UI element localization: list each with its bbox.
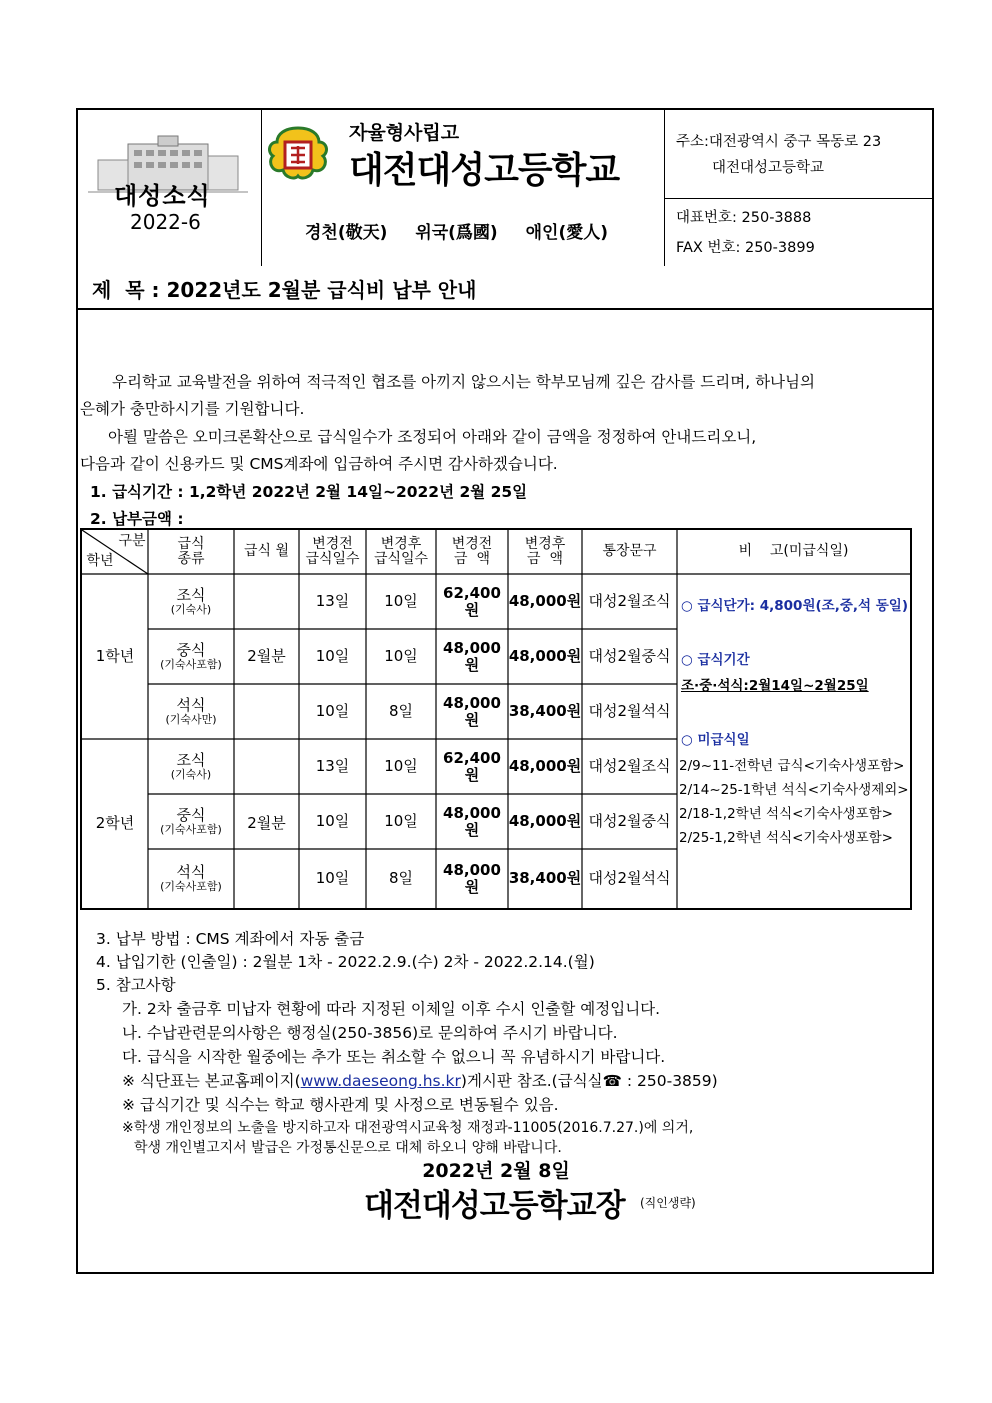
bank-text: 대성2월중식	[588, 812, 671, 831]
grade-1-label: 1학년	[95, 647, 135, 666]
note-privacy-1: ※학생 개인정보의 노출을 방지하고자 대전광역시교육청 재정과-11005(2016.7.27.)에 의거,	[122, 1120, 694, 1136]
school-name: 대전대성고등학교	[349, 150, 620, 191]
table-row	[148, 629, 234, 684]
before-days: 10일	[315, 812, 350, 831]
after-amount: 48,000원	[508, 592, 582, 611]
note-da: 다. 급식을 시작한 월중에는 추가 또는 취소할 수 없으니 꼭 유념하시기 바랍니다.	[122, 1048, 666, 1066]
col-meal-type: 급식 종류	[177, 535, 205, 567]
before-amount: 48,000원	[443, 861, 501, 896]
phone-number: 대표번호: 250-3888	[676, 210, 812, 226]
payment-table	[80, 528, 912, 910]
meal-note: (기숙사포함)	[160, 822, 222, 836]
before-days: 10일	[315, 702, 350, 721]
intro-line-2: 은혜가 충만하시기를 기원합니다.	[80, 400, 305, 418]
section-5-notes: 5. 참고사항	[96, 976, 176, 994]
remark-no-meal-item: 2/18-1,2학년 석식<기숙사생포함>	[679, 806, 893, 822]
before-days: 13일	[315, 757, 350, 776]
after-days: 8일	[388, 869, 414, 888]
before-days: 13일	[315, 592, 350, 611]
remark-no-meal-item: 2/9~11-전학년 급식<기숙사생포함>	[679, 758, 905, 774]
after-amount: 38,400원	[508, 869, 582, 888]
subject-bar	[78, 266, 932, 310]
remark-no-meal-title: ○ 미급식일	[681, 732, 750, 748]
after-amount: 48,000원	[508, 647, 582, 666]
contact-box	[664, 110, 932, 266]
bank-text: 대성2월조식	[588, 757, 671, 776]
after-days: 10일	[384, 592, 418, 611]
section-3-method: 3. 납부 방법 : CMS 계좌에서 자동 출금	[96, 930, 365, 948]
col-after-amount: 변경후 금 액	[524, 535, 566, 567]
meal-note: (기숙사만)	[165, 712, 217, 726]
after-amount: 48,000원	[508, 757, 582, 776]
seal-omitted-note: (직인생략)	[640, 1196, 696, 1210]
intro-line-3: 아뢸 말씀은 오미크론확산으로 급식일수가 조정되어 아래와 같이 금액을 정정하여 안내드리오니,	[108, 428, 757, 446]
meal-note: (기숙사)	[170, 602, 212, 616]
after-days: 10일	[384, 647, 418, 666]
after-days: 10일	[384, 757, 418, 776]
after-days: 10일	[384, 812, 418, 831]
after-amount: 38,400원	[508, 702, 582, 721]
before-amount: 48,000원	[443, 639, 501, 674]
col-before-days: 변경전 급식일수	[305, 535, 360, 567]
table-row	[148, 684, 234, 739]
before-days: 10일	[315, 647, 350, 666]
before-amount: 48,000원	[443, 694, 501, 729]
before-amount: 62,400원	[443, 749, 501, 784]
newsletter-box	[78, 110, 262, 266]
motto-2: 위국(爲國)	[415, 223, 498, 243]
section-1-period: 1. 급식기간 : 1,2학년 2022년 2월 14일~2022년 2월 25일	[90, 483, 528, 501]
motto-3: 애인(愛人)	[525, 223, 609, 243]
school-motto	[305, 218, 628, 243]
note-menu-suffix: )게시판 참조.(급식실☎ : 250-3859)	[460, 1072, 718, 1090]
meal-name: 석식	[176, 863, 206, 882]
meal-name: 중식	[176, 806, 206, 825]
table-row	[148, 574, 234, 629]
remark-period-title: ○ 급식기간	[681, 652, 750, 668]
before-days: 10일	[315, 869, 350, 888]
table-row	[148, 739, 234, 794]
intro-line-4: 다음과 같이 신용카드 및 CMS계좌에 입금하여 주시면 감사하겠습니다.	[80, 455, 558, 473]
school-title-box	[261, 110, 665, 266]
school-type: 자율형사립고	[349, 122, 460, 144]
col-bank-text: 통장문구	[602, 543, 657, 560]
bank-text: 대성2월중식	[588, 647, 671, 666]
signature-date: 2022년 2월 8일	[422, 1160, 570, 1182]
motto-1: 경천(敬天)	[305, 223, 388, 243]
meal-note: (기숙사포함)	[160, 657, 222, 671]
bank-text: 대성2월석식	[588, 869, 671, 888]
remark-period-detail: 조·중·석식:2월14일~2월25일	[681, 678, 869, 694]
meal-name: 중식	[176, 641, 206, 660]
homepage-link[interactable]: www.daeseong.hs.kr	[300, 1072, 461, 1090]
table-row	[148, 849, 234, 908]
letterhead	[78, 110, 932, 268]
note-change: ※ 급식기간 및 식수는 학교 행사관계 및 사정으로 변동될수 있음.	[122, 1096, 559, 1114]
before-amount: 48,000원	[443, 804, 501, 839]
newsletter-title: 대성소식	[114, 182, 211, 210]
note-privacy-2: 학생 개인별고지서 발급은 가정통신문으로 대체 하오니 양해 바랍니다.	[134, 1140, 562, 1156]
principal-signature: 대전대성고등학교장	[364, 1188, 625, 1224]
meal-note: (기숙사)	[170, 767, 212, 781]
after-days: 8일	[388, 702, 414, 721]
note-na: 나. 수납관련문의사항은 행정실(250-3856)로 문의하여 주시기 바랍니다.	[122, 1024, 618, 1042]
intro-line-1: 우리학교 교육발전을 위하여 적극적인 협조를 아끼지 않으시는 학부모님께 깊은 감사를 드리며, 하나님의	[112, 373, 815, 391]
address-line-2: 대전대성고등학교	[712, 160, 825, 176]
col-after-days: 변경후 급식일수	[373, 535, 429, 567]
meal-name: 조식	[176, 586, 206, 605]
grade-2-month: 2월분	[247, 814, 286, 833]
meal-name: 석식	[176, 696, 206, 715]
remark-unit-price: ○ 급식단가: 4,800원(조,중,석 동일)	[681, 598, 908, 614]
remark-no-meal-item: 2/14~25-1학년 석식<기숙사생제외>	[679, 782, 909, 798]
before-amount: 62,400원	[443, 584, 501, 619]
newsletter-number: 2022-6	[130, 210, 201, 234]
col-month: 급식 월	[243, 543, 290, 560]
grade-2-label: 2학년	[95, 814, 135, 833]
note-menu-prefix: ※ 식단표는 본교홈페이지(	[122, 1072, 301, 1090]
col-remarks: 비 고(미급식일)	[738, 543, 849, 560]
remark-no-meal-item: 2/25-1,2학년 석식<기숙사생포함>	[679, 830, 893, 846]
meal-name: 조식	[176, 751, 206, 770]
header-corner-top: 구분	[118, 533, 146, 550]
school-emblem-icon	[265, 124, 331, 184]
subject-title: 제 목 : 2022년도 2월분 급식비 납부 안내	[92, 278, 477, 302]
address-line-1: 주소:대전광역시 중구 목동로 23	[676, 134, 882, 150]
table-row	[148, 794, 234, 849]
note-menu	[122, 1069, 718, 1091]
address-box	[664, 110, 932, 199]
meal-note: (기숙사포함)	[160, 879, 222, 893]
section-4-deadline: 4. 납입기한 (인출일) : 2월분 1차 - 2022.2.9.(수) 2차 - 2022.2.14.(월)	[96, 953, 595, 971]
bank-text: 대성2월석식	[588, 702, 671, 721]
header-corner-bottom: 학년	[86, 553, 114, 570]
grade-1-month: 2월분	[247, 647, 286, 666]
col-before-amount: 변경전 금 액	[451, 535, 493, 567]
bank-text: 대성2월조식	[588, 592, 671, 611]
after-amount: 48,000원	[508, 812, 582, 831]
section-2-amount: 2. 납부금액 :	[90, 510, 184, 528]
note-ga: 가. 2차 출금후 미납자 현황에 따라 지정된 이체일 이후 수시 인출할 예정입니다.	[122, 1000, 661, 1018]
fax-number: FAX 번호: 250-3899	[676, 240, 815, 256]
